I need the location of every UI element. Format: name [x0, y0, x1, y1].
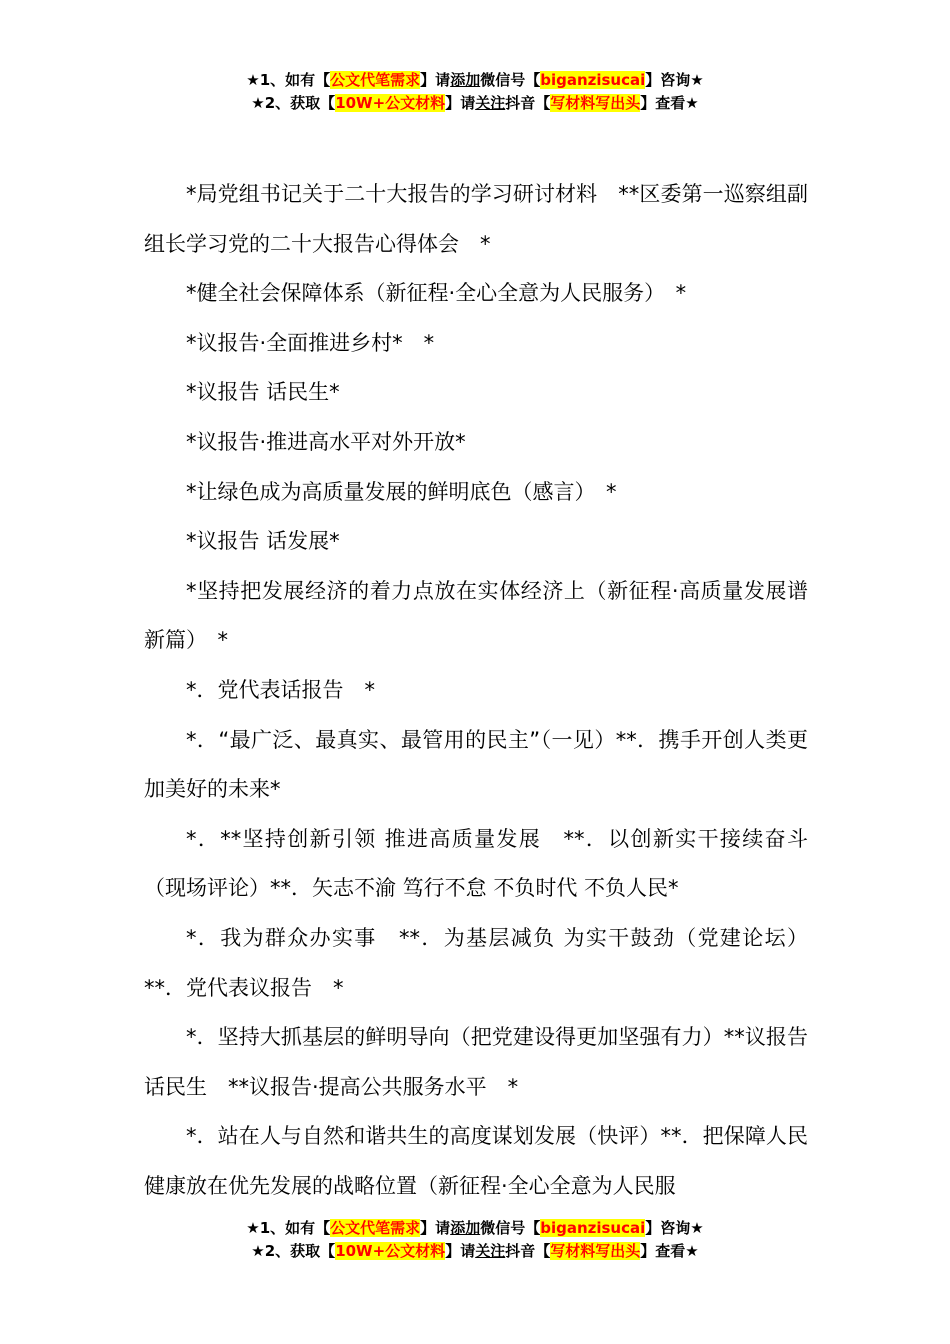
paragraph: *健全社会保障体系（新征程·全心全意为人民服务） *: [186, 281, 687, 306]
paragraph: *．我为群众办实事 **．为基层减负 为实干鼓劲（党建论坛）**．党代表议报告 *: [144, 925, 808, 1000]
banner-text-underlined: 添加: [450, 71, 481, 89]
banner-text: 】请: [420, 71, 451, 89]
paragraph: *．站在人与自然和谐共生的高度谋划发展（快评）**．把保障人民健康放在优先发展的战略位置（新征程·全心全意为人民服: [144, 1124, 808, 1198]
paragraph: *．**坚持创新引领 推进高质量发展 **．以创新实干接续奋斗（现场评论）**．矢志不渝 笃行不怠 不负时代 不负人民*: [144, 826, 808, 901]
paragraph: *．党代表话报告 *: [186, 677, 375, 702]
document-body: [144, 170, 808, 1211]
paragraph: *议报告·全面推进乡村* *: [186, 330, 435, 355]
banner-text-underlined: 关注: [475, 1242, 506, 1260]
top-banner: [0, 69, 950, 115]
paragraph: *议报告 话发展*: [186, 529, 340, 554]
banner-line-2: [0, 1240, 950, 1263]
banner-text-underlined: 添加: [450, 1219, 481, 1237]
banner-line-1: [0, 1217, 950, 1240]
paragraph: *议报告 话民生*: [186, 380, 340, 405]
highlight-ghostwriting: 公文代笔需求: [330, 71, 421, 89]
highlight-wechat-id: biganzisucai: [540, 1219, 646, 1237]
banner-text: 】咨询★: [645, 1219, 704, 1237]
banner-line-2: [0, 92, 950, 115]
highlight-wechat-id: biganzisucai: [540, 71, 646, 89]
banner-text: 】请: [420, 1219, 451, 1237]
paragraph: *局党组书记关于二十大报告的学习研讨材料 **区委第一巡察组副组长学习党的二十大报告心得体会 *: [144, 182, 808, 256]
banner-text: 微信号【: [480, 71, 541, 89]
banner-text: ★1、如有【: [246, 71, 331, 89]
banner-text: ★2、获取【: [251, 94, 336, 112]
banner-text: ★2、获取【: [251, 1242, 336, 1260]
highlight-douyin-account: 写材料写出头: [550, 94, 641, 112]
highlight-ghostwriting: 公文代笔需求: [330, 1219, 421, 1237]
bottom-banner: [0, 1217, 950, 1263]
banner-text: 抖音【: [505, 1242, 551, 1260]
highlight-materials: 10W+公文材料: [335, 1242, 446, 1260]
banner-text-underlined: 关注: [475, 94, 506, 112]
banner-text: 抖音【: [505, 94, 551, 112]
paragraph: *坚持把发展经济的着力点放在实体经济上（新征程·高质量发展谱新篇） *: [144, 578, 808, 653]
highlight-materials: 10W+公文材料: [335, 94, 446, 112]
paragraph: *让绿色成为高质量发展的鲜明底色（感言） *: [186, 479, 617, 504]
banner-text: 】查看★: [640, 1242, 699, 1260]
highlight-douyin-account: 写材料写出头: [550, 1242, 641, 1260]
banner-line-1: [0, 69, 950, 92]
paragraph: *．“最广泛、最真实、最管用的民主”（一见）**．携手开创人类更加美好的未来*: [144, 727, 808, 802]
paragraph: *．坚持大抓基层的鲜明导向（把党建设得更加坚强有力）**议报告 话民生 **议报告·提高公共服务水平 *: [144, 1025, 808, 1099]
banner-text: 】请: [445, 1242, 476, 1260]
banner-text: 微信号【: [480, 1219, 541, 1237]
banner-text: 】查看★: [640, 94, 699, 112]
banner-text: 】咨询★: [645, 71, 704, 89]
paragraph: *议报告·推进高水平对外开放*: [186, 429, 466, 454]
banner-text: ★1、如有【: [246, 1219, 331, 1237]
banner-text: 】请: [445, 94, 476, 112]
